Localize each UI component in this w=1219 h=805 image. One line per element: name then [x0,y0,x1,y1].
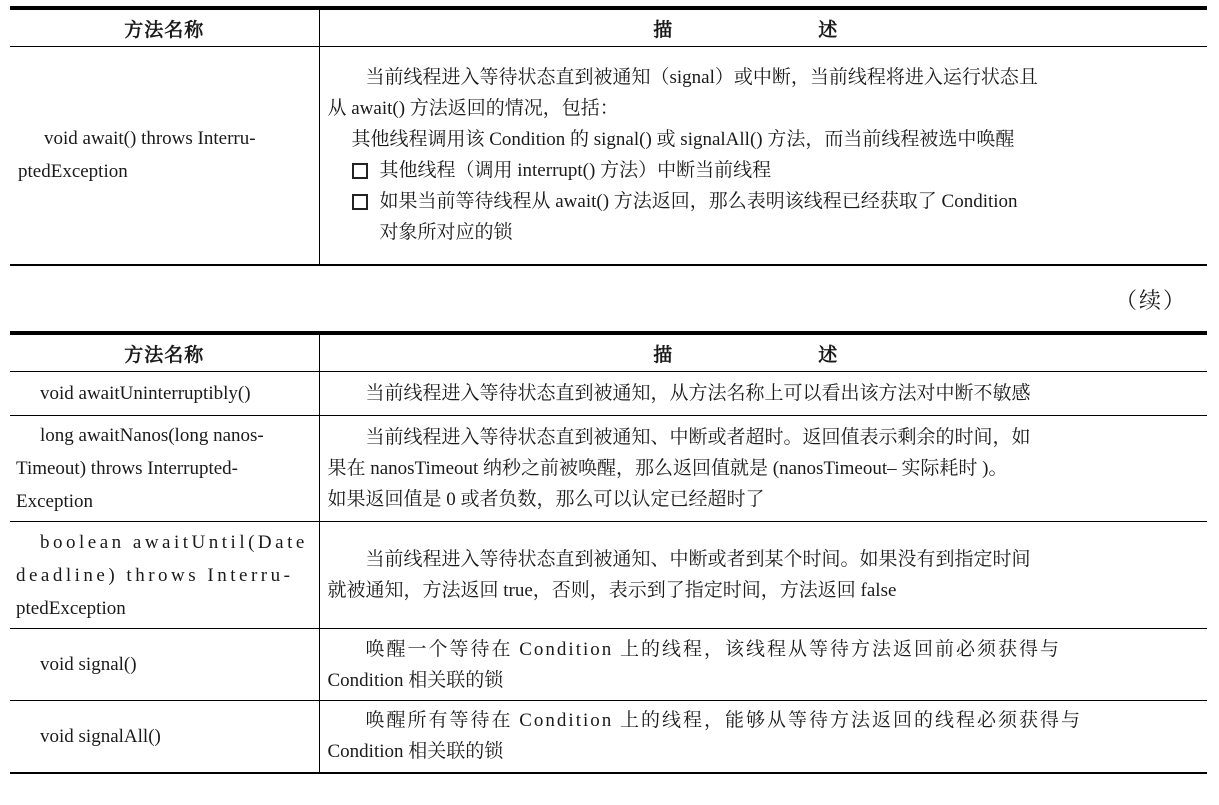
method-name-cell [10,629,319,701]
method-name-cell [10,47,319,265]
method-name-line: void signal() [40,654,137,675]
method-name-line: Timeout) throws Interrupted- [16,458,238,479]
method-name-line: ptedException [16,597,126,619]
table-row [10,701,1207,773]
method-description-cell [319,47,1207,265]
table-header-row [10,333,1207,372]
column-header-description: 描 述 [319,333,1207,372]
method-name-line: long awaitNanos(long nanos- [40,425,264,446]
method-name-line: void signalAll() [40,725,161,747]
description-line: 唤醒所有等待在 Condition 上的线程，能够从等待方法返回的线程必须获得与 [365,710,1083,732]
bullet-item [328,186,1202,248]
description-line: 当前线程进入等待状态直到被通知（signal）或中断，当前线程将进入运行状态且 [365,67,1038,89]
method-name-line: boolean awaitUntil(Date [40,531,308,553]
description-line: 当前线程进入等待状态直到被通知、中断或者超时。返回值表示剩余的时间，如 [365,427,1031,448]
method-name-cell [10,372,319,416]
description-line: 从 await() 方法返回的情况，包括： [327,98,619,120]
method-name-line: deadline) throws Interru- [16,564,294,586]
method-name-cell [10,416,319,522]
description-line: 当前线程进入等待状态直到被通知，从方法名称上可以看出该方法对中断不敏感 [365,383,1031,404]
description-line: 就被通知，方法返回 true，否则，表示到了指定时间，方法返回 false [327,580,897,601]
description-line: 其他线程调用该 Condition 的 signal() 或 signalAll() 方法，而当前线程被选中唤醒 [351,129,1015,151]
bullet-text [380,186,1018,248]
checkbox-bullet-icon [352,163,368,179]
table-row [10,47,1207,265]
column-header-method-name: 方法名称 [10,8,319,47]
table-row [10,522,1207,629]
bullet-text-line: 如果当前等待线程从 await() 方法返回，那么表明该线程已经获取了 Condition [379,191,1018,213]
bullet-item [328,155,1202,186]
checkbox-bullet-icon [352,194,368,210]
condition-methods-table-part1 [10,6,1207,266]
method-name-line: ptedException [18,161,128,183]
method-description-cell [319,701,1207,773]
condition-methods-table-part2 [10,331,1207,774]
description-line: 唤醒一个等待在 Condition 上的线程，该线程从等待方法返回前必须获得与 [365,638,1062,660]
method-name-cell [10,701,319,773]
description-line: 如果返回值是 0 或者负数，那么可以认定已经超时了 [327,489,765,510]
table-row [10,416,1207,522]
description-line: Condition 相关联的锁 [327,741,504,763]
description-line: Condition 相关联的锁 [327,669,504,691]
continued-label: （续） [1114,289,1187,314]
table-row [10,372,1207,416]
description-line: 当前线程进入等待状态直到被通知、中断或者到某个时间。如果没有到指定时间 [365,549,1031,570]
method-name-line: void await() throws Interru- [44,128,256,150]
method-name-line: void awaitUninterruptibly() [40,383,251,404]
method-description-cell [319,629,1207,701]
method-description-cell [319,522,1207,629]
table-row [10,629,1207,701]
table-header-row [10,8,1207,47]
column-header-method-name: 方法名称 [10,333,319,372]
method-description-cell [319,416,1207,522]
method-name-cell [10,522,319,629]
method-name-line: Exception [16,491,94,512]
column-header-description: 描 述 [319,8,1207,47]
bullet-text-line: 对象所对应的锁 [379,222,513,244]
method-description-cell [319,372,1207,416]
description-line: 果在 nanosTimeout 纳秒之前被唤醒，那么返回值就是 (nanosTimeout– 实际耗时 )。 [327,458,1008,479]
bullet-text: 其他线程（调用 interrupt() 方法）中断当前线程 [379,160,772,182]
